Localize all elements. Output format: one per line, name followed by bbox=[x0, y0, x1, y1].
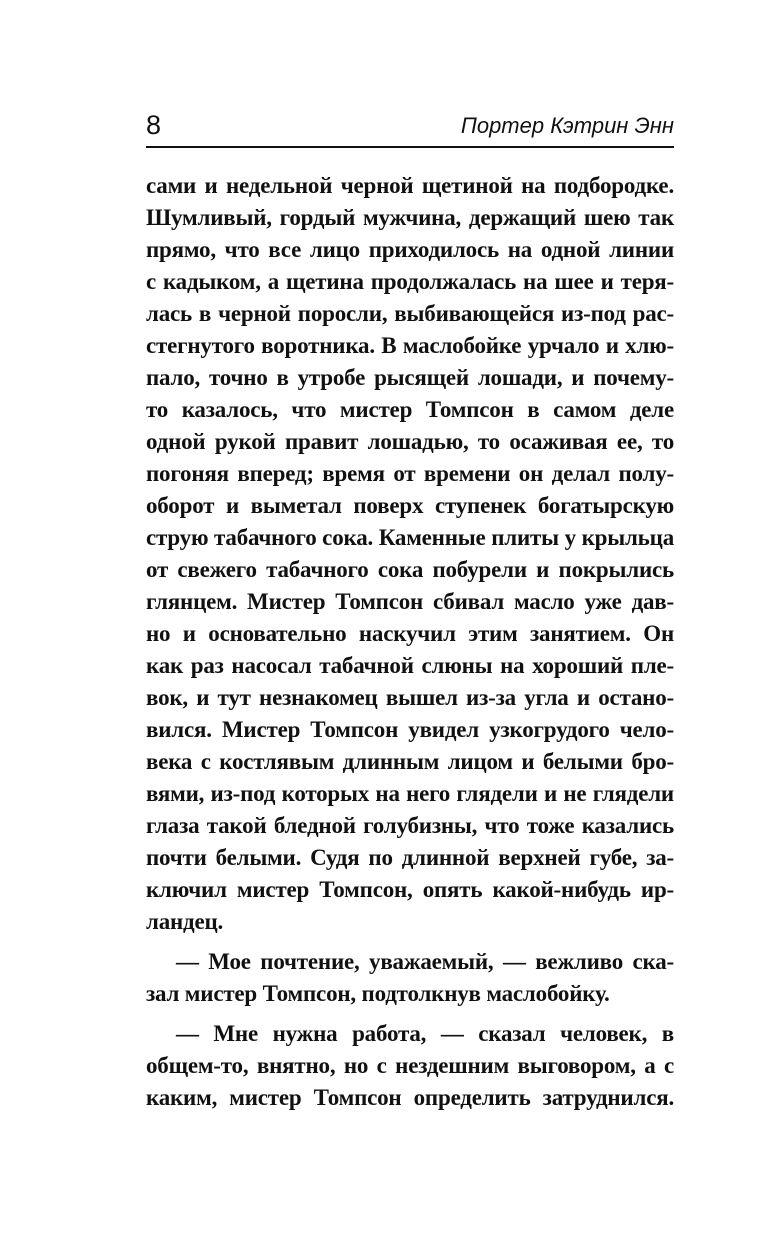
paragraph-2 bbox=[146, 946, 674, 1010]
text-line: но и основательно наскучил этим занятием. Он bbox=[146, 621, 674, 646]
text-line: глянцем. Мистер Томпсон сбивал масло уже дав- bbox=[146, 589, 674, 614]
text-line: оборот и выметал поверх ступенек богатырскую bbox=[146, 493, 674, 518]
paragraph-gap bbox=[146, 938, 674, 946]
text-line: века с костлявым длинным лицом и белыми бро- bbox=[146, 749, 674, 774]
text-line: общем-то, внятно, но с нездешним выговором, а с bbox=[146, 1053, 674, 1078]
text-line: Шумливый, гордый мужчина, держащий шею так bbox=[146, 205, 674, 230]
text-line: с кадыком, а щетина продолжалась на шее и теря- bbox=[146, 269, 674, 294]
text-line: стегнутого воротника. В маслобойке урчало и хлю- bbox=[146, 333, 674, 358]
text-line: погоняя вперед; время от времени он делал полу- bbox=[146, 461, 674, 486]
text-line: лась в черной поросли, выбивающейся из-под рас- bbox=[146, 301, 674, 326]
text-line: как раз насосал табачной слюны на хороший пле- bbox=[146, 653, 674, 678]
text-line: прямо, что все лицо приходилось на одной линии bbox=[146, 237, 674, 262]
header-author: Портер Кэтрин Энн bbox=[460, 113, 674, 138]
paragraph-gap bbox=[146, 1010, 674, 1018]
text-line: пало, точно в утробе рысящей лошади, и почему- bbox=[146, 365, 674, 390]
text-line: вями, из-под которых на него глядели и не глядели bbox=[146, 781, 674, 806]
page-number: 8 bbox=[146, 110, 162, 140]
text-line: вок, и тут незнакомец вышел из-за угла и остано- bbox=[146, 685, 674, 710]
text-line: — Мое почтение, уважаемый, — вежливо ска- bbox=[176, 949, 674, 974]
paragraph-3 bbox=[146, 1018, 674, 1114]
text-line: от свежего табачного сока побурели и покрылись bbox=[146, 557, 674, 582]
text-line: сами и недельной черной щетиной на подбородке. bbox=[146, 173, 674, 198]
text-line: зал мистер Томпсон, подтолкнув маслобойку. bbox=[146, 981, 610, 1006]
text-line: ключил мистер Томпсон, опять какой-нибудь ир- bbox=[146, 877, 674, 902]
body-text bbox=[146, 170, 674, 1114]
text-line: вился. Мистер Томпсон увидел узкогрудого чело- bbox=[146, 717, 674, 742]
text-line: струю табачного сока. Каменные плиты у крыльца bbox=[146, 525, 674, 550]
text-line: каким, мистер Томпсон определить затруднился. bbox=[146, 1085, 674, 1110]
text-line: — Мне нужна работа, — сказал человек, в bbox=[176, 1021, 674, 1046]
text-line: то казалось, что мистер Томпсон в самом деле bbox=[146, 397, 674, 422]
running-header bbox=[146, 108, 674, 148]
paragraph-1 bbox=[146, 170, 674, 938]
text-line: одной рукой правит лошадью, то осаживая ее, то bbox=[146, 429, 674, 454]
text-line: глаза такой бледной голубизны, что тоже казались bbox=[146, 813, 674, 838]
text-line: ландец. bbox=[146, 909, 224, 934]
text-line: почти белыми. Судя по длинной верхней губе, за- bbox=[146, 845, 674, 870]
